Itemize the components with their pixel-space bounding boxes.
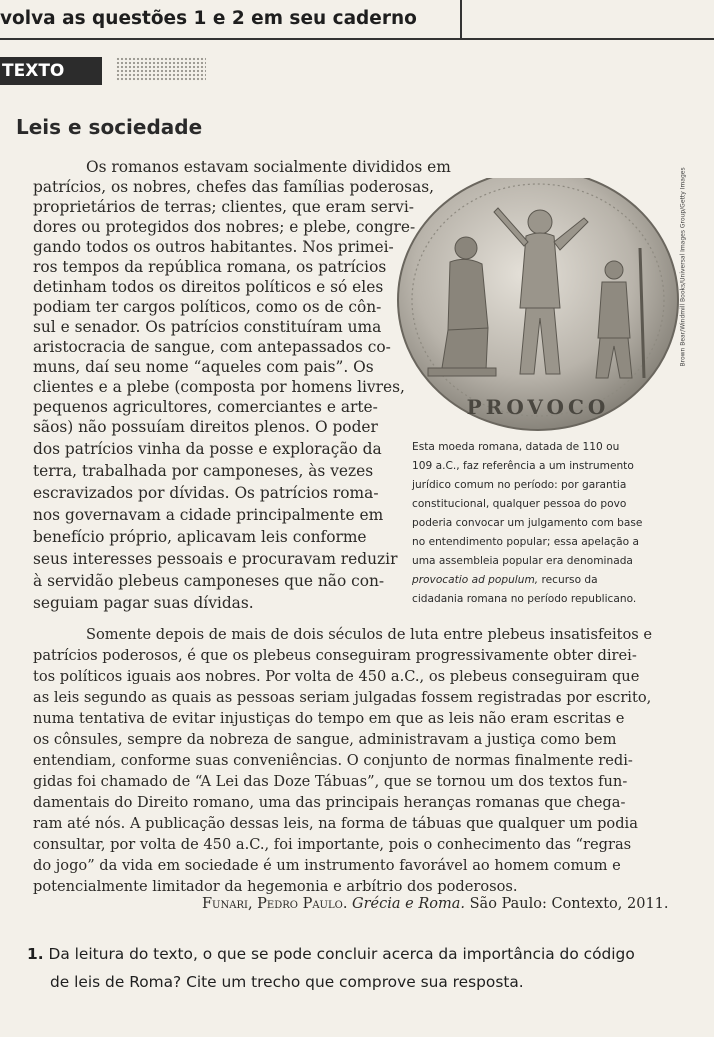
paragraph-line: tos políticos iguais aos nobres. Por volta de 450 a.C., os plebeus conseguiram que — [33, 668, 640, 685]
paragraph-line: dores ou protegidos dos nobres; e plebe, congre- — [33, 218, 416, 236]
paragraph-line: seus interesses pessoais e procuravam reduzir — [33, 550, 398, 568]
paragraph-line: nos governavam a cidade principalmente em — [33, 506, 384, 524]
paragraph-line: gando todos os outros habitantes. Nos primei- — [33, 238, 394, 256]
paragraph-line: potencialmente limitador da hegemonia e arbítrio dos poderosos. — [33, 878, 518, 895]
question-number: 1. — [27, 945, 44, 963]
paragraph-line: Os romanos estavam socialmente divididos em — [86, 158, 451, 176]
caption-line: 109 a.C., faz referência a um instrumento — [412, 460, 634, 472]
coin-inscription: PROVOCO — [466, 395, 610, 419]
caption-latin-term: provocatio ad populum, — [412, 574, 539, 586]
paragraph-line: sul e senador. Os patrícios constituíram uma — [33, 318, 382, 336]
question-line: de leis de Roma? Cite um trecho que comprove sua resposta. — [50, 973, 524, 991]
paragraph-line: dos patrícios vinha da posse e exploração da — [33, 440, 382, 458]
caption-line: constitucional, qualquer pessoa do povo — [412, 498, 627, 510]
source-citation — [202, 896, 669, 912]
section-tag: TEXTO — [0, 57, 102, 85]
source-publisher: São Paulo: Contexto, 2011. — [469, 896, 669, 912]
paragraph-line: ram até nós. A publicação dessas leis, na forma de tábuas que qualquer um podia — [33, 815, 638, 832]
caption-line: jurídico comum no período: por garantia — [412, 479, 627, 491]
paragraph-line: terra, trabalhada por camponeses, às vezes — [33, 462, 374, 480]
paragraph-line: muns, daí seu nome “aqueles com pais”. Os — [33, 358, 374, 376]
header-bar — [0, 0, 714, 40]
paragraph-line: clientes e a plebe (composta por homens livres, — [33, 378, 405, 396]
paragraph-line: entendiam, conforme suas conveniências. O conjunto de normas finalmente redi- — [33, 752, 633, 769]
paragraph-line: do jogo” da vida em sociedade é um instrumento favorável ao homem comum e — [33, 857, 621, 874]
paragraph-line: pequenos agricultores, comerciantes e arte- — [33, 398, 378, 416]
caption-line-rest: recurso da — [538, 574, 598, 586]
paragraph-line: as leis segundo as quais as pessoas seriam julgadas fossem registradas por escrito, — [33, 689, 652, 706]
paragraph-line: escravizados por dívidas. Os patrícios roma- — [33, 484, 379, 502]
decorative-dots — [116, 57, 206, 81]
paragraph-line: proprietários de terras; clientes, que eram servi- — [33, 198, 414, 216]
image-credit-text: Brown Bear/Windmill Books/Universal Images Group/Getty Images — [679, 167, 687, 367]
paragraph-line: numa tentativa de evitar injustiças do tempo em que as leis não eram escritas e — [33, 710, 625, 727]
paragraph-line: gidas foi chamado de “A Lei das Doze Tábuas”, que se tornou um dos textos fun- — [33, 773, 628, 790]
article-title: Leis e sociedade — [16, 115, 203, 139]
paragraph-line: Somente depois de mais de dois séculos de luta entre plebeus insatisfeitos e — [86, 626, 653, 643]
source-author: Funari, Pedro Paulo. — [202, 896, 348, 912]
header-answer-box — [460, 0, 714, 38]
question-text: Da leitura do texto, o que se pode concluir acerca da importância do código — [48, 945, 635, 963]
caption-line: uma assembleia popular era denominada — [412, 555, 633, 567]
caption-line: poderia convocar um julgamento com base — [412, 517, 643, 529]
caption-line — [412, 571, 598, 590]
paragraph-line: à servidão plebeus camponeses que não con- — [33, 572, 385, 590]
roman-coin-image — [388, 167, 688, 440]
paragraph-line: ros tempos da república romana, os patrícios — [33, 258, 387, 276]
caption-line: cidadania romana no período republicano. — [412, 593, 637, 605]
question-line — [27, 940, 635, 968]
paragraph-line: podiam ter cargos políticos, como os de côn- — [33, 298, 382, 316]
paragraph-line: seguiam pagar suas dívidas. — [33, 594, 254, 612]
source-title: Grécia e Roma. — [352, 896, 465, 912]
paragraph-line: consultar, por volta de 450 a.C., foi importante, pois o conhecimento das “regras — [33, 836, 632, 853]
image-credit — [676, 167, 690, 370]
paragraph-line: os cônsules, sempre da nobreza de sangue, administravam a justiça como bem — [33, 731, 617, 748]
paragraph-line: benefício próprio, aplicavam leis conforme — [33, 528, 367, 546]
paragraph-line: aristocracia de sangue, com antepassados co- — [33, 338, 391, 356]
paragraph-line: damentais do Direito romano, uma das principais heranças romanas que chega- — [33, 794, 626, 811]
caption-line: no entendimento popular; essa apelação a — [412, 536, 640, 548]
paragraph-line: patrícios poderosos, é que os plebeus conseguiram progressivamente obter direi- — [33, 647, 637, 664]
paragraph-line: detinham todos os direitos políticos e só eles — [33, 278, 384, 296]
paragraph-line: sãos) não possuíam direitos plenos. O poder — [33, 418, 378, 436]
caption-line: Esta moeda romana, datada de 110 ou — [412, 441, 620, 453]
paragraph-line: patrícios, os nobres, chefes das famílias poderosas, — [33, 178, 435, 196]
header-instruction: volva as questões 1 e 2 em seu caderno — [0, 8, 417, 29]
